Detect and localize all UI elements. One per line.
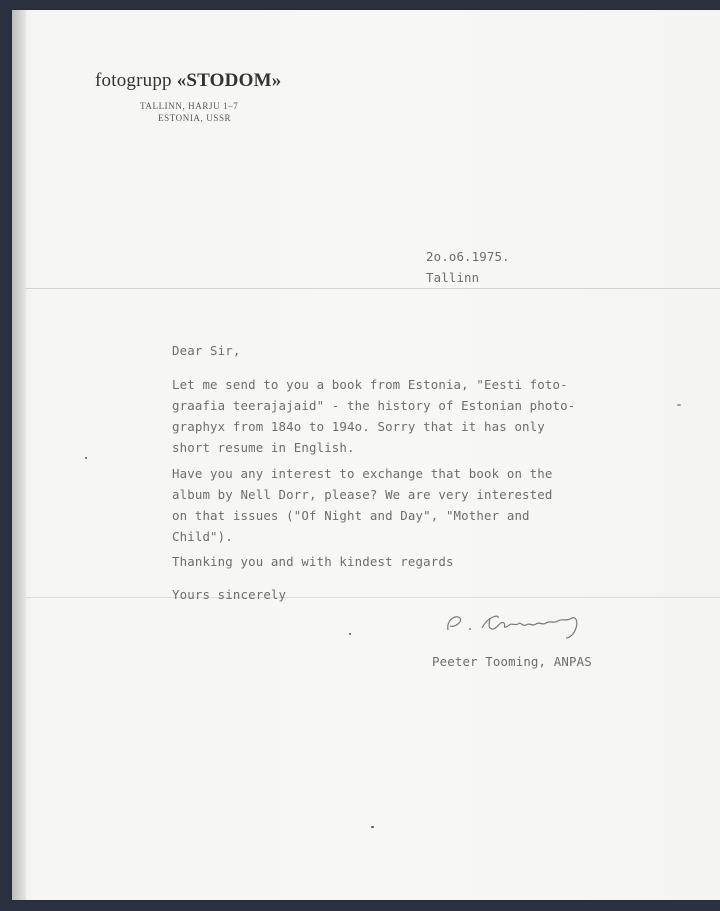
paper-speck (349, 633, 351, 635)
letter-sheet (12, 10, 720, 900)
paragraph1-line: short resume in English. (172, 440, 355, 455)
letterhead-address-line1: TALLINN, HARJU 1–7 (140, 101, 239, 111)
paper-speck (85, 457, 87, 459)
letter-date: 2o.o6.1975. (426, 249, 510, 264)
paragraph1-line: graphyx from 184o to 194o. Sorry that it has only (172, 419, 545, 434)
paragraph2-line: album by Nell Dorr, please? We are very interested (172, 487, 553, 502)
letterhead-brand: «STODOM» (176, 70, 282, 91)
fold-line-upper (26, 288, 720, 289)
paper-speck (677, 404, 681, 406)
paragraph2-line: on that issues ("Of Night and Day", "Mother and (172, 508, 530, 523)
letterhead-title (95, 70, 281, 92)
signer-name: Peeter Tooming, ANPAS (432, 654, 592, 669)
paragraph1-line: graafia teerajajaid" - the history of Estonian photo- (172, 398, 576, 413)
paper-speck (371, 826, 374, 828)
salutation: Dear Sir, (172, 343, 241, 358)
handwritten-signature (442, 608, 602, 640)
paragraph2-line: Have you any interest to exchange that book on the (172, 466, 553, 481)
sheet-shadow-edge (12, 10, 26, 900)
closing: Yours sincerely (172, 587, 287, 602)
letterhead-address-line2: ESTONIA, USSR (158, 113, 232, 123)
paragraph1-line: Let me send to you a book from Estonia, "Eesti foto- (172, 377, 568, 392)
closing-thanks: Thanking you and with kindest regards (172, 554, 454, 569)
fold-line-lower (26, 597, 720, 598)
letterhead-prefix: fotogrupp (95, 70, 177, 91)
letter-place: Tallinn (426, 270, 480, 285)
paragraph2-line: Child"). (172, 529, 233, 544)
